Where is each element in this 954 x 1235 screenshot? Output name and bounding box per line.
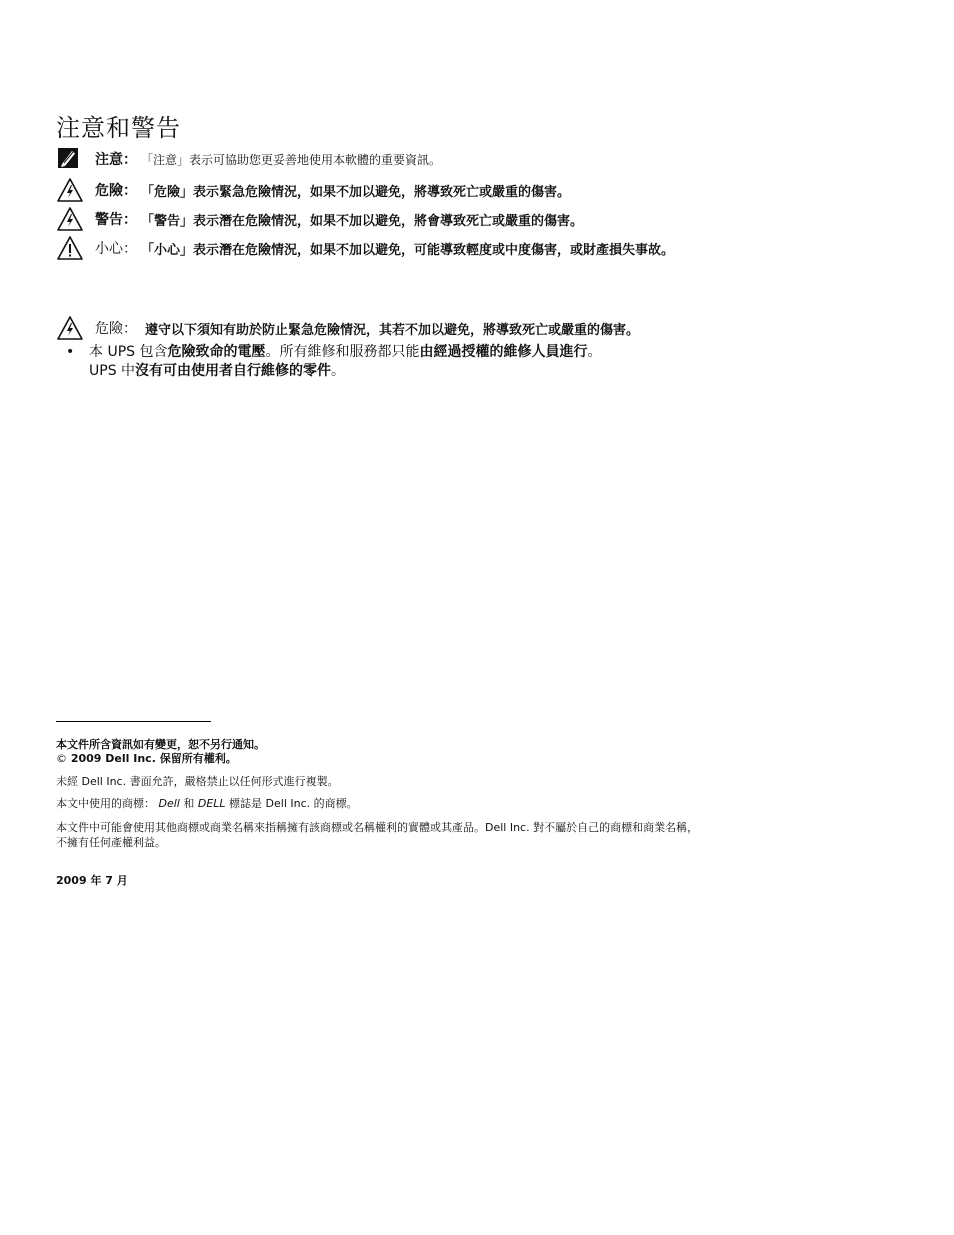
danger-shock-icon — [56, 315, 84, 341]
copyright-symbol: © — [56, 752, 67, 765]
notice-caution — [56, 235, 674, 261]
notice-text: 遵守以下須知有助於防止緊急危險情況，其若不加以避免，將導致死亡或嚴重的傷害。 — [145, 322, 640, 338]
footer-other-marks-1: 本文件中可能會使用其他商標或商業名稱來指稱擁有該商標或名稱權利的實體或其產品。Dell Inc. 對不屬於自己的商標和商業名稱， — [56, 821, 699, 834]
trademark-dell: Dell — [158, 797, 180, 810]
footer-other-marks-2: 不擁有任何產權利益。 — [56, 836, 166, 849]
trademark-dell-logo: DELL — [197, 797, 226, 810]
bullet-dot: • — [66, 344, 75, 360]
notice-warning — [56, 206, 583, 232]
text-span: 沒有可由使用者自行維修的零件 — [135, 363, 332, 379]
notice-label: 危險： — [95, 183, 137, 199]
notice-danger — [56, 177, 570, 203]
footer-copyright — [56, 752, 237, 766]
footer-divider — [56, 721, 211, 722]
notice-text: 「小心」表示潛在危險情況，如果不加以避免，可能導致輕度或中度傷害，或財產損失事故。 — [141, 242, 675, 258]
text-span: 由經過授權的維修人員進行 — [419, 344, 588, 360]
text-span: 危險致命的電壓 — [167, 344, 266, 360]
notice-text: 「危險」表示緊急危險情況，如果不加以避免，將導致死亡或嚴重的傷害。 — [141, 184, 571, 200]
page-title: 注意和警告 — [56, 114, 181, 142]
text-span: 。 — [331, 363, 346, 379]
notice-label: 注意： — [95, 152, 137, 168]
footer-change-notice: 本文件所含資訊如有變更，恕不另行通知。 — [56, 738, 265, 751]
warning-shock-icon — [56, 206, 84, 232]
notice-label: 危險： — [95, 321, 137, 337]
text-span: UPS 中 — [89, 363, 136, 379]
copyright-text: 2009 Dell Inc. 保留所有權利。 — [70, 752, 237, 765]
notice-label: 小心： — [95, 241, 137, 257]
notice-label: 警告： — [95, 212, 137, 228]
note-pencil-icon — [56, 146, 84, 172]
bullet-text — [89, 343, 601, 381]
footer-trademarks — [56, 797, 358, 811]
text-span: 。所有維修和服務都只能 — [265, 344, 420, 360]
footer-date: 2009 年 7 月 — [56, 874, 128, 887]
caution-triangle-icon — [56, 235, 84, 261]
notice-text: 「警告」表示潛在危險情況，如果不加以避免，將會導致死亡或嚴重的傷害。 — [141, 213, 584, 229]
text-span: 和 — [183, 797, 195, 810]
text-span: 。 — [587, 344, 602, 360]
text-span: 標誌是 Dell Inc. 的商標。 — [229, 797, 358, 810]
danger-shock-icon — [56, 177, 84, 203]
footer-reproduction: 未經 Dell Inc. 書面允許，嚴格禁止以任何形式進行複製。 — [56, 775, 339, 788]
bullet-line-1 — [89, 343, 601, 362]
text-span: 本 UPS 包含 — [89, 344, 168, 360]
notice-note — [56, 146, 441, 172]
danger-notice — [56, 315, 639, 341]
notice-text: 「注意」表示可協助您更妥善地使用本軟體的重要資訊。 — [141, 152, 442, 167]
bullet-line-2 — [89, 362, 601, 381]
text-span: 本文中使用的商標： — [56, 797, 155, 810]
